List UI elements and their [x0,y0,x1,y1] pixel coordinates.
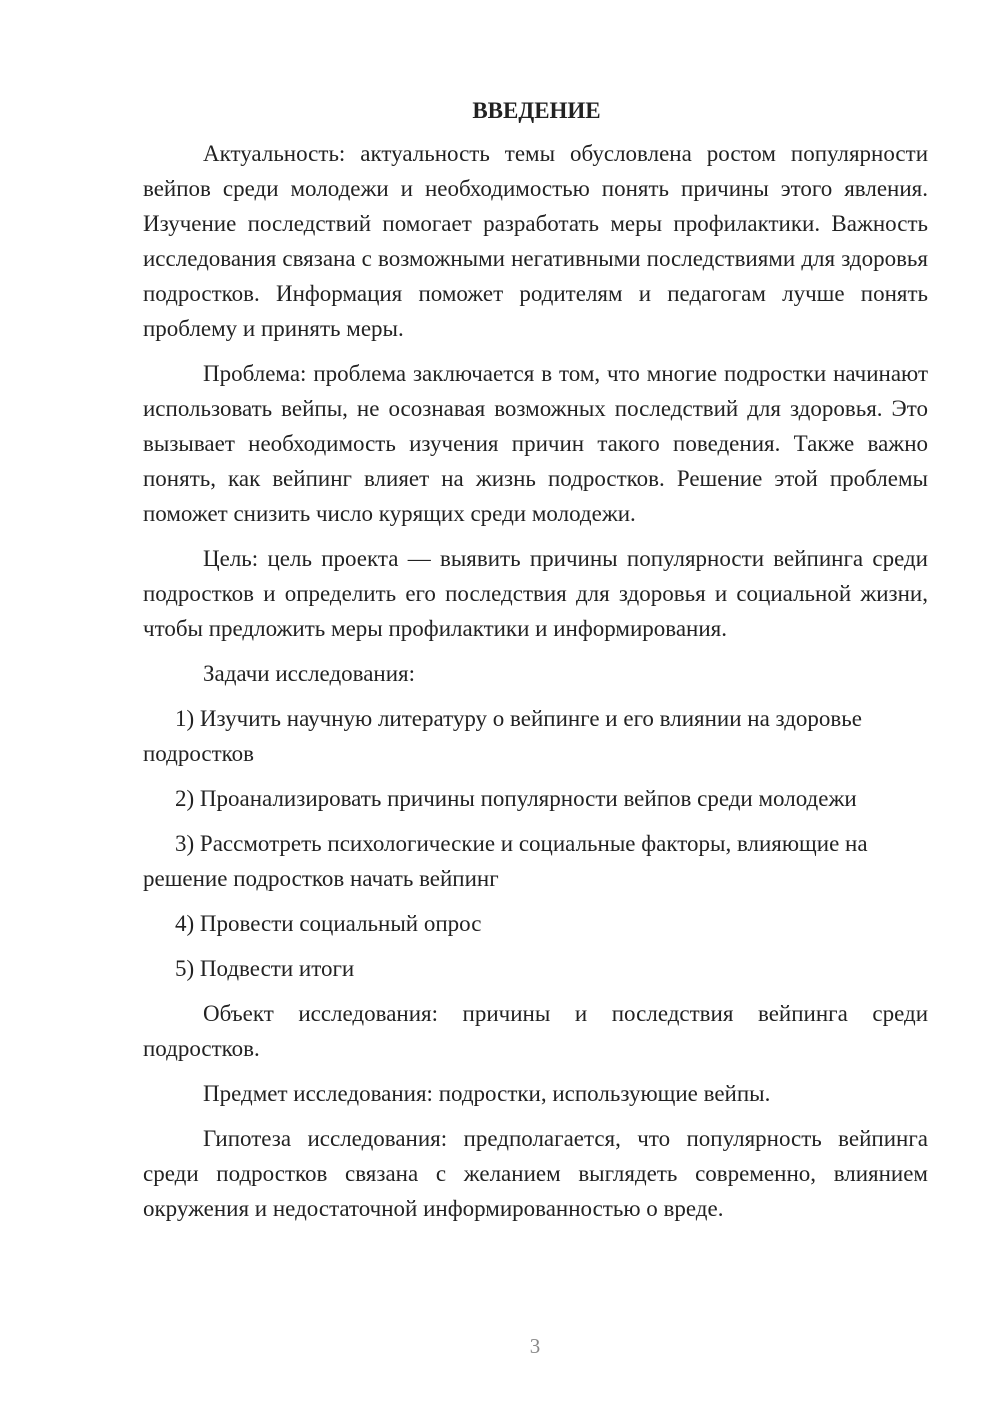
task-item: 3) Рассмотреть психологические и социальные факторы, влияющие на решение подростков начать вейпинг [143,831,868,891]
object-paragraph: Объект исследования: причины и последствия вейпинга среди подростков. [143,1001,928,1061]
task-item: 4) Провести социальный опрос [175,911,482,936]
goal-paragraph: Цель: цель проекта — выявить причины популярности вейпинга среди подростков и определить его последствия для здоровья и социальной жизни, чтобы предложить меры профилактики и информирования. [143,546,928,641]
subject-paragraph: Предмет исследования: подростки, использующие вейпы. [203,1081,771,1106]
task-list [143,701,928,986]
task-item: 2) Проанализировать причины популярности вейпов среди молодежи [175,786,857,811]
document-page [143,96,928,1226]
page-number: 3 [529,1334,541,1358]
relevance-paragraph: Актуальность: актуальность темы обусловлена ростом популярности вейпов среди молодежи и необходимостью понять причины этого явления. Изучение последствий помогает разработать меры профилактики. Важность исследования связана с возможными негативными последствиями для здоровья подростков. Информация поможет родителям и педагогам лучше понять проблему и принять меры. [143,141,928,341]
task-item: 5) Подвести итоги [175,956,355,981]
section-title: ВВЕДЕНИЕ [472,98,601,123]
task-item: 1) Изучить научную литературу о вейпинге и его влиянии на здоровье подростков [143,706,862,766]
hypothesis-paragraph: Гипотеза исследования: предполагается, что популярность вейпинга среди подростков связана с желанием выглядеть современно, влиянием окружения и недостаточной информированностью о вреде. [143,1126,928,1221]
tasks-heading: Задачи исследования: [203,661,416,686]
problem-paragraph: Проблема: проблема заключается в том, что многие подростки начинают использовать вейпы, не осознавая возможных последствий для здоровья. Это вызывает необходимость изучения причин такого поведения. Также важно понять, как вейпинг влияет на жизнь подростков. Решение этой проблемы поможет снизить число курящих среди молодежи. [143,361,928,526]
